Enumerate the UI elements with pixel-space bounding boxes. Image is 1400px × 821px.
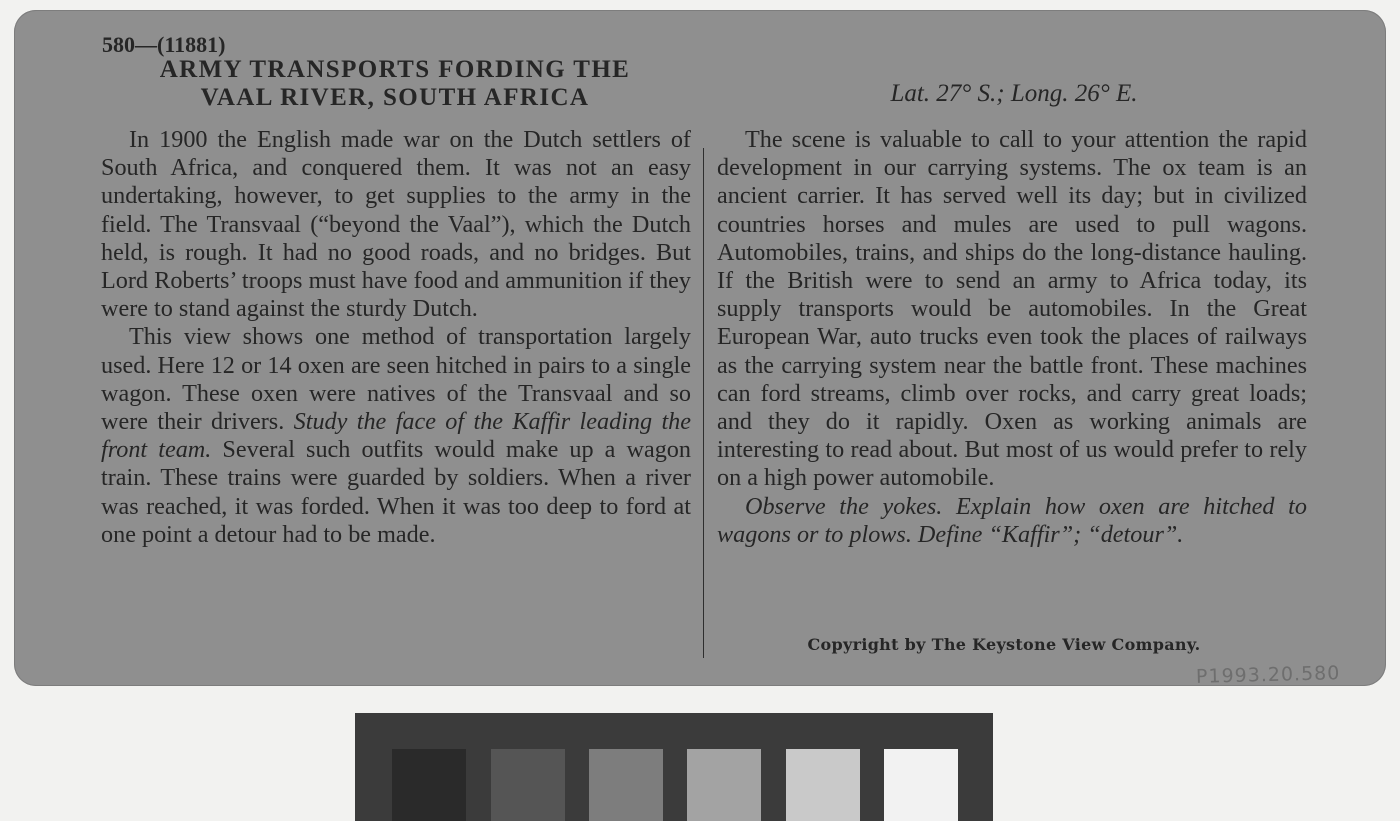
swatch-2 — [491, 749, 565, 821]
title-line-1: ARMY TRANSPORTS FORDING THE — [159, 56, 631, 83]
copyright-line: Copyright by The Keystone View Company. — [807, 635, 1201, 654]
swatch-1 — [392, 749, 466, 821]
swatch-3 — [589, 749, 663, 821]
right-paragraph-2-italic: Observe the yokes. Explain how oxen are hitched to wagons or to plows. Define “Kaffir”; “detour”. — [717, 492, 1307, 548]
right-paragraph-1: The scene is valuable to call to your attention the rapid development in our carrying systems. The ox team is an ancient carrier. It has served well its day; but in civilized countries horses and mules are used to pull wagons. Automobiles, trains, and ships do the long-distance hauling. If the British were to send an army to Africa today, its supply transports would be automobiles. In the Great European War, auto trucks even took the places of railways as the carrying system near the battle front. These machines can ford streams, climb over rocks, and carry great loads; and they do it rapidly. Oxen as working animals are interesting to read about. But most of us would prefer to rely on a high power automobile. — [717, 126, 1307, 492]
swatch-5 — [786, 749, 860, 821]
stereograph-back-card — [14, 10, 1386, 686]
left-paragraph-2-text-c: Several such outfits would make up a wagon train. These trains were guarded by soldiers. When a river was reached, it was forded. When it was too deep to ford at one point a detour had to be made. — [101, 436, 691, 548]
left-paragraph-2-text-a: This view shows one method of transportation largely used. Here 12 or 14 oxen are seen hitched in pairs to a single wagon. These oxen were natives of the Transvaal and so were their drivers. — [101, 323, 691, 436]
title-line-2: VAAL RIVER, SOUTH AFRICA — [200, 84, 590, 111]
lat-long: Lat. 27° S.; Long. 26° E. — [890, 80, 1138, 107]
column-divider — [703, 148, 704, 658]
swatch-6 — [884, 749, 958, 821]
serial-number: 580—(11881) — [102, 32, 226, 57]
catalog-number: P1993.20.580 — [1195, 662, 1341, 688]
right-paragraph-2 — [717, 493, 1307, 549]
left-column — [101, 126, 691, 549]
left-paragraph-2-italic: Study the face of the Kaffir leading the front team. — [101, 408, 692, 464]
color-calibration-strip — [355, 713, 993, 821]
left-paragraph-2 — [101, 323, 691, 549]
card-title — [98, 56, 692, 112]
left-paragraph-1: In 1900 the English made war on the Dutch settlers of South Africa, and conquered them. It was not an easy undertaking, however, to get supplies to the army in the field. The Transvaal (“beyond the Vaal”), which the Dutch held, is rough. It had no good roads, and no bridges. But Lord Roberts’ troops must have food and ammunition if they were to stand against the sturdy Dutch. — [101, 126, 691, 323]
right-column — [717, 126, 1307, 549]
swatch-4 — [687, 749, 761, 821]
